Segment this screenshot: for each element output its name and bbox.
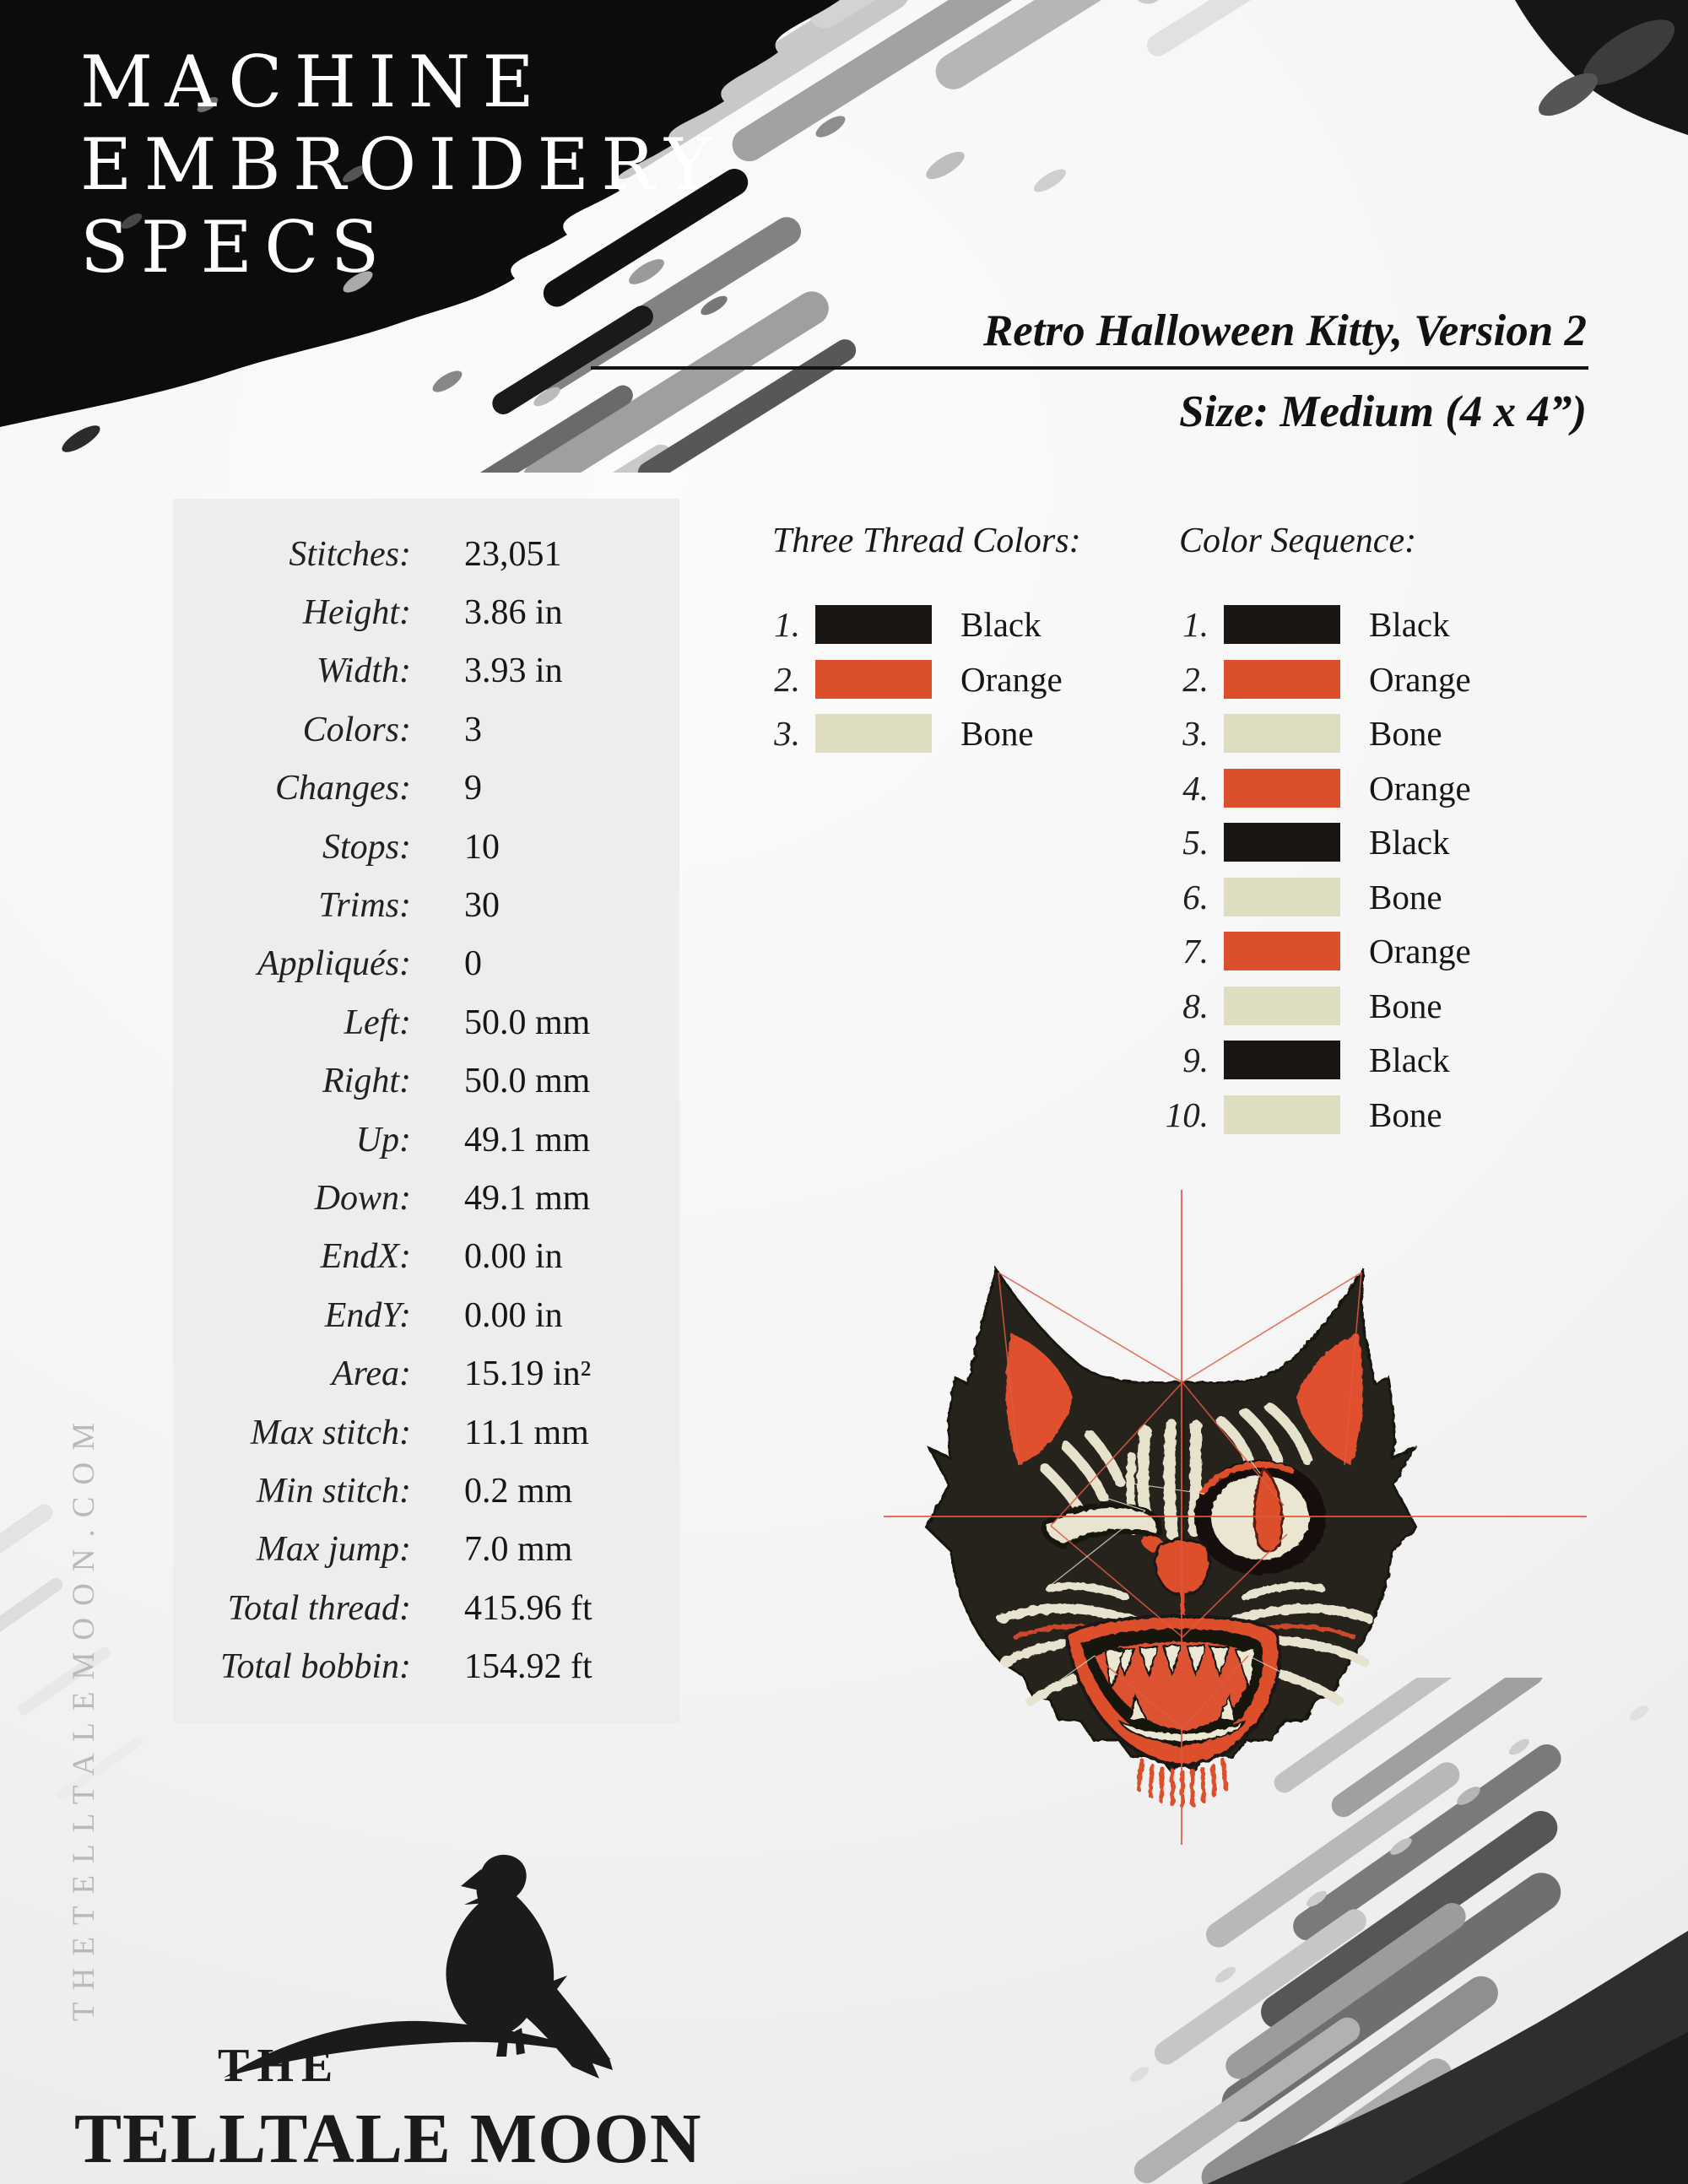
spec-value: 11.1 mm	[464, 1413, 589, 1452]
spec-label: Left:	[344, 1003, 411, 1042]
spec-value: 3	[464, 710, 482, 749]
spec-row	[173, 1521, 679, 1579]
color-swatch-icon	[1224, 823, 1340, 862]
spec-label: EndX:	[320, 1237, 411, 1277]
color-number: 4.	[1182, 768, 1209, 808]
color-name: Bone	[960, 714, 1034, 754]
color-number: 9.	[1182, 1041, 1209, 1080]
color-row	[724, 706, 1129, 761]
logo-wordmark: TELLTALE MOON	[74, 2100, 702, 2178]
color-row	[1133, 815, 1572, 870]
spec-row	[173, 818, 679, 876]
color-swatch-icon	[1224, 660, 1340, 699]
crosshair-horizontal-line	[884, 1516, 1587, 1517]
spec-row	[173, 1579, 679, 1637]
spec-row	[173, 1111, 679, 1169]
color-row	[1133, 761, 1572, 816]
spec-value: 50.0 mm	[464, 1062, 591, 1101]
color-swatch-icon	[1224, 932, 1340, 970]
spec-value: 0.2 mm	[464, 1471, 573, 1511]
spec-label: Min stitch:	[256, 1471, 411, 1511]
spec-label: Total bobbin:	[220, 1647, 411, 1687]
page-title	[80, 41, 924, 289]
spec-value: 23,051	[464, 534, 562, 574]
brush-texture-bottom-right	[928, 1678, 1688, 2184]
page-title-line-1: MACHINE	[80, 41, 547, 123]
spec-row	[173, 1286, 679, 1344]
spec-value: 30	[464, 886, 500, 926]
spec-label: Max stitch:	[250, 1413, 411, 1452]
spec-row	[173, 1462, 679, 1520]
spec-row	[173, 1228, 679, 1286]
color-swatch-icon	[1224, 878, 1340, 916]
logo-the: THE	[218, 2040, 341, 2092]
color-swatch-icon	[1224, 769, 1340, 808]
spec-value: 15.19 in²	[464, 1354, 592, 1394]
spec-label: Stops:	[322, 827, 411, 867]
color-name: Bone	[1369, 986, 1442, 1025]
spec-value: 49.1 mm	[464, 1178, 591, 1218]
spec-label: Width:	[316, 651, 411, 691]
color-name: Orange	[1369, 932, 1471, 971]
spec-value: 415.96 ft	[464, 1588, 592, 1628]
spec-label: EndY:	[324, 1295, 411, 1335]
color-name: Black	[1369, 823, 1450, 862]
color-row	[1133, 1088, 1572, 1143]
color-number: 1.	[1182, 605, 1209, 645]
spec-label: Height:	[302, 593, 411, 633]
page-title-line-3: SPECS	[80, 206, 392, 289]
color-swatch-icon	[815, 660, 932, 699]
spec-label: Down:	[314, 1178, 411, 1218]
color-number: 6.	[1182, 877, 1209, 916]
spec-value: 3.93 in	[464, 651, 563, 691]
color-swatch-icon	[1224, 1095, 1340, 1134]
color-name: Black	[1369, 605, 1450, 645]
title-divider	[591, 366, 1588, 370]
color-sequence-list	[1133, 597, 1572, 1142]
spec-row	[173, 1344, 679, 1403]
spec-row	[173, 935, 679, 993]
color-number: 2.	[774, 659, 800, 699]
spec-row	[173, 583, 679, 641]
color-name: Orange	[1369, 768, 1471, 808]
thread-color-list	[724, 597, 1129, 761]
spec-row	[173, 1052, 679, 1111]
spec-value: 0.00 in	[464, 1237, 563, 1277]
color-name: Orange	[1369, 659, 1471, 699]
color-number: 3.	[774, 714, 800, 754]
spec-label: Right:	[322, 1062, 411, 1101]
spec-row	[173, 1403, 679, 1462]
spec-label: Total thread:	[227, 1588, 411, 1628]
color-row	[724, 652, 1129, 707]
color-number: 5.	[1182, 823, 1209, 862]
color-row	[1133, 597, 1572, 652]
spec-row	[173, 876, 679, 934]
color-name: Bone	[1369, 714, 1442, 754]
spec-row	[173, 993, 679, 1051]
spec-label: Area:	[331, 1354, 411, 1394]
spec-value: 7.0 mm	[464, 1530, 573, 1570]
color-number: 7.	[1182, 932, 1209, 971]
color-swatch-icon	[1224, 714, 1340, 753]
spec-label: Up:	[355, 1120, 411, 1160]
spec-row	[173, 525, 679, 583]
spec-label: Max jump:	[256, 1530, 411, 1570]
spec-label: Stitches:	[289, 534, 411, 574]
color-name: Bone	[1369, 877, 1442, 916]
spec-label: Appliqués:	[257, 944, 411, 984]
page-title-line-2: EMBROIDERY	[80, 123, 723, 206]
spec-row	[173, 760, 679, 818]
spec-row	[173, 642, 679, 700]
spec-value: 154.92 ft	[464, 1647, 592, 1687]
color-sequence-section	[1133, 520, 1572, 1142]
spec-value: 0.00 in	[464, 1295, 563, 1335]
spec-label: Changes:	[275, 769, 411, 808]
color-name: Black	[960, 605, 1041, 645]
color-name: Orange	[960, 659, 1063, 699]
color-row	[724, 597, 1129, 652]
size-subtitle: Size: Medium (4 x 4”)	[1179, 387, 1587, 436]
spec-value: 49.1 mm	[464, 1120, 591, 1160]
spec-rows	[173, 525, 679, 1696]
color-name: Bone	[1369, 1095, 1442, 1134]
spec-value: 50.0 mm	[464, 1003, 591, 1042]
color-swatch-icon	[1224, 987, 1340, 1025]
spec-row	[173, 1637, 679, 1695]
thread-colors-section	[724, 520, 1129, 761]
color-swatch-icon	[815, 605, 932, 644]
color-swatch-icon	[1224, 1041, 1340, 1079]
color-name: Black	[1369, 1041, 1450, 1080]
spec-label: Colors:	[302, 710, 411, 749]
specs-panel	[173, 499, 679, 1723]
color-number: 3.	[1182, 714, 1209, 754]
color-number: 2.	[1182, 659, 1209, 699]
spec-value: 0	[464, 944, 482, 984]
color-row	[1133, 1033, 1572, 1088]
spec-value: 10	[464, 827, 500, 867]
color-swatch-icon	[1224, 605, 1340, 644]
color-number: 10.	[1165, 1095, 1209, 1134]
design-title: Retro Halloween Kitty, Version 2	[982, 306, 1587, 355]
color-row	[1133, 979, 1572, 1034]
color-sequence-heading: Color Sequence:	[1179, 522, 1417, 560]
color-row	[1133, 924, 1572, 979]
color-swatch-icon	[815, 714, 932, 753]
spec-row	[173, 700, 679, 759]
spec-value: 3.86 in	[464, 593, 563, 633]
spec-label: Trims:	[318, 886, 411, 926]
spec-value: 9	[464, 769, 482, 808]
color-row	[1133, 652, 1572, 707]
color-number: 1.	[774, 605, 800, 645]
site-url-vertical: THETELLTALEMOON.COM	[67, 1410, 101, 2021]
color-row	[1133, 706, 1572, 761]
thread-colors-heading: Three Thread Colors:	[772, 522, 1081, 560]
color-number: 8.	[1182, 986, 1209, 1025]
color-row	[1133, 870, 1572, 925]
spec-row	[173, 1169, 679, 1227]
